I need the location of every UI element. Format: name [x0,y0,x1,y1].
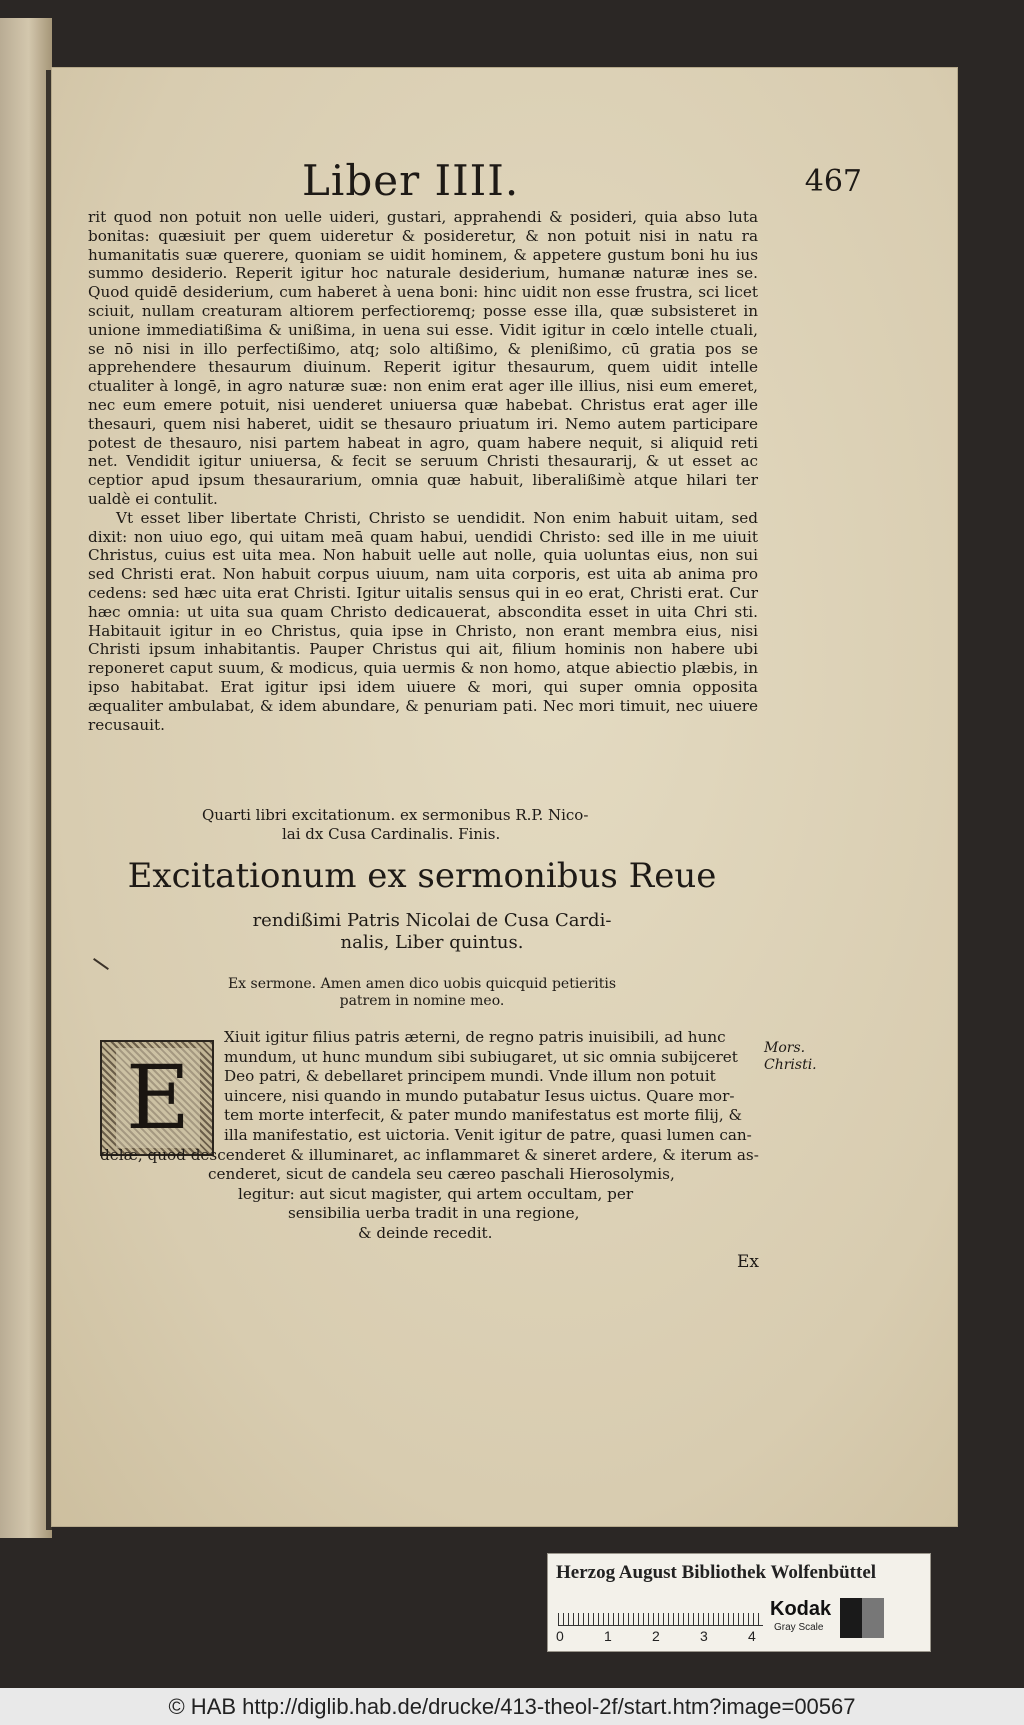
ruler-label: 0 [556,1628,564,1644]
color-calibration-card [547,1553,931,1652]
running-title: Liber IIII. [302,156,520,205]
text-line: mundum, ut hunc mundum sibi subiugaret, ut sic omnia subijceret [224,1047,738,1066]
main-text [88,208,758,734]
subtitle-line: rendißimi Patris Nicolai de Cusa Cardi- [252,910,612,931]
marginal-note [764,1040,844,1074]
colophon-line: Quarti libri excitationum. ex sermonibus R.P. Nico- [202,806,589,824]
library-name: Herzog August Bibliothek Wolfenbüttel [556,1562,877,1583]
colophon-line: lai dx Cusa Cardinalis. Finis. [282,825,501,843]
text-line: sensibilia uerba tradit in una regione, [288,1204,580,1223]
subtitle-line: nalis, Liber quintus. [340,932,524,953]
initial-letter: E [116,1048,200,1148]
gray-swatch-dark [862,1598,884,1638]
previous-page-edge [0,18,52,1538]
paragraph-2: Vt esset liber libertate Christi, Christo se uendidit. Non enim habuit uitam, sed dixit: non uiuo ego, qui uitam meā quam habui, uendidi Christo: sed ille in me uiuit Christus, cuius est uita mea. Non habuit uelle aut nolle, quia uoluntas eius, non sui sed Christi erat. Non habuit corpus uiuum, nam uita corporis, est uita ab anima pro cedens: sed hæc uita erat Christi. Igitur uitalis sensus qui in eo erat, Christi erat. Cur hæc omnia: ut uita sua quam Christo dedicauerat, abscondita esset in uita Chri sti. Habitauit igitur in eo Christus, quia ipse in Christo, non erant membra eius, nisi Christi ipsum inhabitantis. Pauper Christus qui ait, filium hominis non habere ubi reponeret caput suum, & modicus, quia uermis & non homo, atque abiectio plæbis, in ipso habitabat. Erat igitur ipsi idem uiuere & mori, qui super omnia opposita æqualiter ambulabat, & idem abundare, & penuriam pati. Nec mori timuit, nec uiuere recusauit. [88,508,758,734]
paragraph-1: rit quod non potuit non uelle uideri, gustari, apprahendi & posideri, quia abso luta bonitas: quæsiuit per quem uideretur & posideretur, & non potuit nisi in natu ra humanitatis suæ querere, quoniam se uidit hominem, & appetere gustum boni hu ius summo desiderio. Reperit igitur hoc naturale desiderium, humanæ naturæ ines se. Quod quidē desiderium, cum haberet à uena boni: hinc uidit non esse frustra, sci licet sciuit, nullam creaturam altiorem perfectioremq; posse esse illa, quæ subsisteret in unione immediatißima & unißima, in uena sui esse. Vidit igitur in cœlo intelle ctuali, se nō nisi in illo perfectißimo, atq; solo altißimo, & plenißimo, cū gratia pos se apprehendere thesaurum diuinum. Reperit igitur thesaurum, quem uidit intelle ctualiter à longē, in agro naturæ suæ: non enim erat ager ille illius, nisi eum emeret, nec eum emere potuit, nisi uenderet uniuersa quæ habebat. Christus erat ager ille thesauri, quem nisi haberet, uidit se thesauro priuatum iri. Nemo autem participare potest de thesauro, nisi partem habeat in agro, quam habere nequit, si aliquid reti net. Vendidit igitur uniuersa, & fecit se seruum Christi thesaurarij, & ut esset ac ceptior apud ipsum thesaurarium, omnia quæ habuit, liberalißimè atque hilari ter ualdè ei contulit. [88,208,758,508]
colophon [202,806,622,844]
text-line: tem morte interfecit, & pater mundo manifestatus est morte filij, & [224,1106,743,1125]
ruler-labels [556,1628,796,1646]
ruler-label: 3 [700,1628,708,1644]
text-line: Xiuit igitur filius patris æterni, de regno patris inuisibili, ad hunc [224,1028,726,1046]
ruler-label: 1 [604,1628,612,1644]
paper-mark [93,958,109,970]
book-page [52,68,957,1526]
text-line: & deinde recedit. [358,1223,493,1242]
book-subtitle [152,910,712,954]
page-header [302,156,862,216]
text-line: illa manifestatio, est uictoria. Venit igitur de patre, quasi lumen can- [224,1125,752,1144]
gray-scale-label: Gray Scale [774,1622,824,1633]
sermon-heading-line: patrem in nomine meo. [339,993,505,1009]
page-number: 467 [804,164,862,199]
kodak-logo: Kodak [770,1598,832,1620]
gray-swatch-black [840,1598,862,1638]
marginal-note-line: Mors. [764,1040,806,1056]
text-line: uincere, nisi quando in mundo putabatur Iesus uictus. Quare mor- [224,1086,735,1105]
text-line: delæ, quod descenderet & illuminaret, ac inflammaret & sineret ardere, & iterum as- [100,1145,759,1164]
catchword: Ex [737,1252,759,1272]
sermon-heading-line: Ex sermone. Amen amen dico uobis quicquid petieritis [227,976,617,992]
measurement-ruler [558,1599,763,1626]
book-title: Excitationum ex sermonibus Reue [127,856,717,896]
ruler-label: 4 [748,1628,756,1644]
text-line: Deo patri, & debellaret principem mundi. Vnde illum non potuit [224,1067,716,1086]
chapter-text [88,1028,758,1244]
ruler-label: 2 [652,1628,660,1644]
text-line: cenderet, sicut de candela seu cæreo paschali Hierosolymis, [208,1165,675,1184]
copyright-footer: © HAB http://diglib.hab.de/drucke/413-theol-2f/start.htm?image=00567 [0,1688,1024,1725]
sermon-heading [172,976,672,1010]
text-line: legitur: aut sicut magister, qui artem occultam, per [238,1184,634,1203]
marginal-note-line: Christi. [764,1057,817,1073]
